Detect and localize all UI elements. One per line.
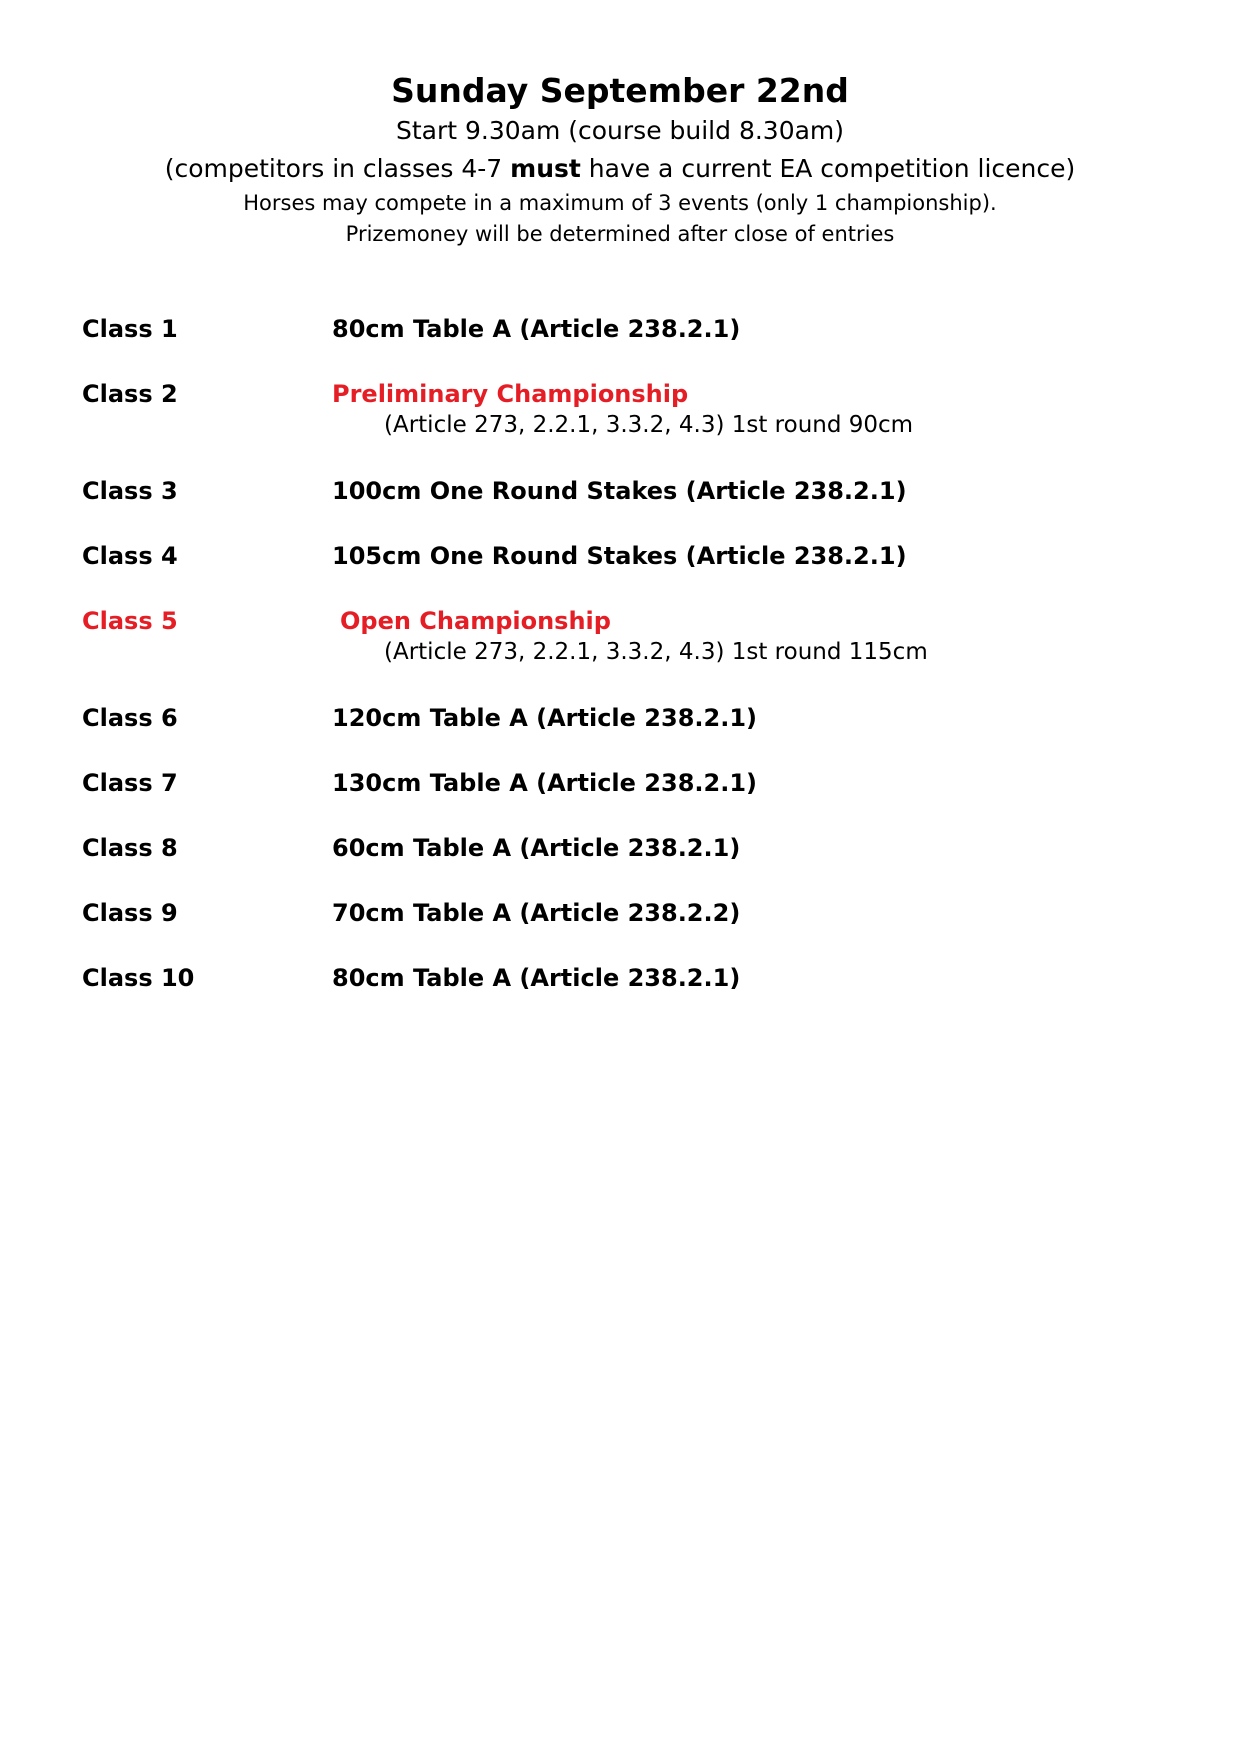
class-description: 60cm Table A (Article 238.2.1)	[332, 834, 741, 862]
class-label: Class 7	[82, 769, 178, 797]
class-row	[82, 769, 1182, 834]
class-row	[82, 477, 1182, 542]
class-description: 105cm One Round Stakes (Article 238.2.1)	[332, 542, 907, 570]
class-description: 80cm Table A (Article 238.2.1)	[332, 315, 741, 343]
page-header	[0, 70, 1240, 250]
class-label: Class 3	[82, 477, 178, 505]
class-label: Class 5	[82, 607, 178, 635]
class-description: Open Championship	[340, 607, 611, 635]
class-description: Preliminary Championship	[332, 380, 689, 408]
licence-note-post: have a current EA competition licence)	[580, 154, 1076, 183]
class-label: Class 9	[82, 899, 178, 927]
class-row	[82, 542, 1182, 607]
class-label: Class 2	[82, 380, 178, 408]
class-rules: (Article 273, 2.2.1, 3.3.2, 4.3) 1st round 115cm	[384, 639, 928, 665]
class-row	[82, 607, 1182, 704]
licence-note-pre: (competitors in classes 4-7	[164, 154, 511, 183]
class-description: 100cm One Round Stakes (Article 238.2.1)	[332, 477, 907, 505]
class-description: 70cm Table A (Article 238.2.2)	[332, 899, 741, 927]
start-time-text: Start 9.30am (course build 8.30am)	[395, 116, 845, 145]
class-list	[82, 315, 1182, 1029]
class-label: Class 1	[82, 315, 178, 343]
class-label: Class 8	[82, 834, 178, 862]
class-row	[82, 315, 1182, 380]
class-label: Class 4	[82, 542, 178, 570]
class-row	[82, 964, 1182, 1029]
class-row	[82, 834, 1182, 899]
class-label: Class 6	[82, 704, 178, 732]
max-events-note: Horses may compete in a maximum of 3 events (only 1 championship).	[243, 191, 997, 215]
class-description: 130cm Table A (Article 238.2.1)	[332, 769, 757, 797]
class-row	[82, 380, 1182, 477]
class-description: 120cm Table A (Article 238.2.1)	[332, 704, 757, 732]
class-row	[82, 704, 1182, 769]
class-label: Class 10	[82, 964, 195, 992]
page-title: Sunday September 22nd	[391, 71, 849, 110]
prizemoney-note: Prizemoney will be determined after close of entries	[345, 222, 895, 246]
class-row	[82, 899, 1182, 964]
licence-note-emphasis: must	[510, 154, 581, 183]
class-description: 80cm Table A (Article 238.2.1)	[332, 964, 741, 992]
class-rules: (Article 273, 2.2.1, 3.3.2, 4.3) 1st round 90cm	[384, 412, 914, 438]
licence-note	[0, 150, 1240, 188]
